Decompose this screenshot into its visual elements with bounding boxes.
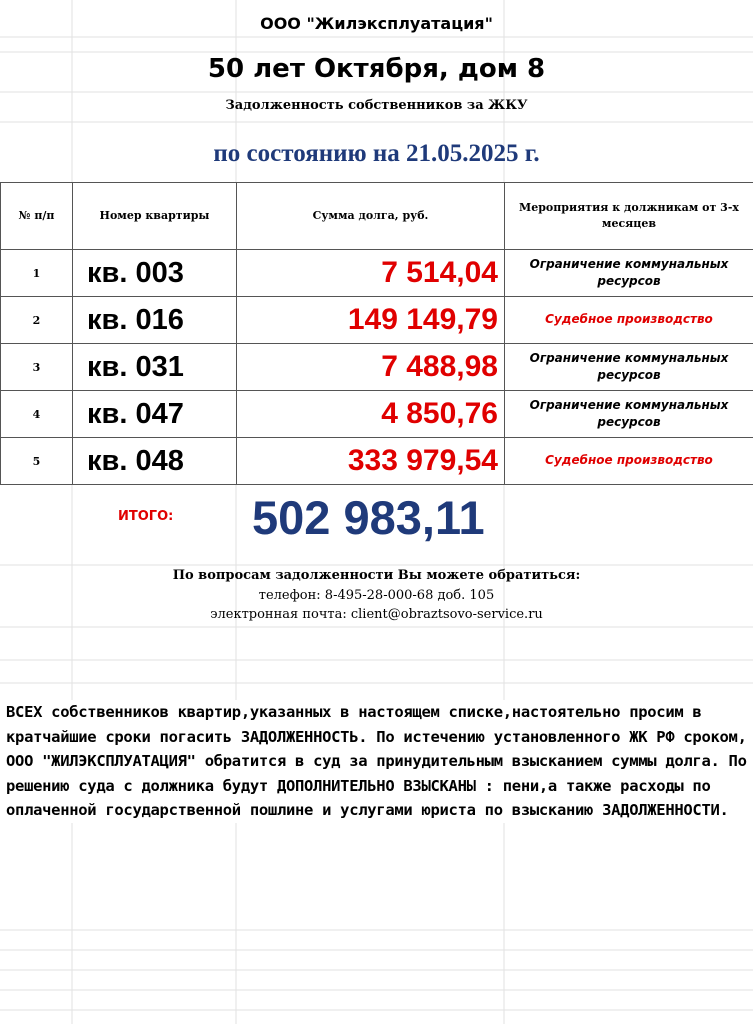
table-row — [1, 250, 753, 297]
apartment-number: кв. 016 — [73, 297, 237, 344]
as-of-date: по состоянию на 21.05.2025 г. — [213, 140, 540, 167]
row-number: 1 — [1, 250, 73, 297]
building-address: 50 лет Октября, дом 8 — [207, 54, 546, 84]
debt-amount: 7 488,98 — [237, 344, 505, 391]
row-number: 5 — [1, 438, 73, 485]
table-header-row — [1, 183, 753, 250]
contact-email: электронная почта: client@obraztsovo-service.ru — [210, 607, 543, 622]
apartment-number: кв. 003 — [73, 250, 237, 297]
contact-intro: По вопросам задолженности Вы можете обратиться: — [172, 568, 581, 583]
row-number: 3 — [1, 344, 73, 391]
apartment-number: кв. 047 — [73, 391, 237, 438]
document-subtitle: Задолженность собственников за ЖКУ — [225, 98, 528, 113]
total-amount: 502 983,11 — [252, 491, 485, 544]
table-row — [1, 344, 753, 391]
debtor-measure: Ограничение коммунальных ресурсов — [505, 391, 753, 438]
table-row — [1, 438, 753, 485]
column-header-amount: Сумма долга, руб. — [237, 183, 505, 250]
legal-notice: ВСЕХ собственников квартир,указанных в настоящем списке,настоятельно просим в кратчайшие сроки погасить ЗАДОЛЖЕННОСТЬ. По истечению установленного ЖК РФ сроком, ООО "ЖИЛЭКСПЛУАТАЦИЯ" обратится в суд за принудительным взысканием суммы долга. По решению суда с должника будут ДОПОЛНИТЕЛЬНО ВЗЫСКАНЫ : пени,а также расходы по оплаченной государственной пошлине и услугами юриста по взысканию ЗАДОЛЖЕННОСТИ. — [6, 700, 748, 823]
table-row — [1, 391, 753, 438]
debt-amount: 333 979,54 — [237, 438, 505, 485]
row-number: 2 — [1, 297, 73, 344]
debt-amount: 7 514,04 — [237, 250, 505, 297]
debt-amount: 149 149,79 — [237, 297, 505, 344]
debtor-measure: Судебное производство — [505, 438, 753, 485]
debtor-measure: Ограничение коммунальных ресурсов — [505, 344, 753, 391]
apartment-number: кв. 031 — [73, 344, 237, 391]
debtor-measure: Судебное производство — [505, 297, 753, 344]
apartment-number: кв. 048 — [73, 438, 237, 485]
debt-amount: 4 850,76 — [237, 391, 505, 438]
total-label: ИТОГО: — [118, 509, 174, 524]
table-row — [1, 297, 753, 344]
debt-table — [0, 182, 753, 485]
contact-phone: телефон: 8-495-28-000-68 доб. 105 — [258, 588, 495, 603]
column-header-measures: Мероприятия к должникам от 3-х месяцев — [505, 183, 753, 250]
debtor-measure: Ограничение коммунальных ресурсов — [505, 250, 753, 297]
column-header-apartment: Номер квартиры — [73, 183, 237, 250]
column-header-number: № п/п — [1, 183, 73, 250]
row-number: 4 — [1, 391, 73, 438]
company-name: ООО "Жилэксплуатация" — [260, 14, 493, 33]
